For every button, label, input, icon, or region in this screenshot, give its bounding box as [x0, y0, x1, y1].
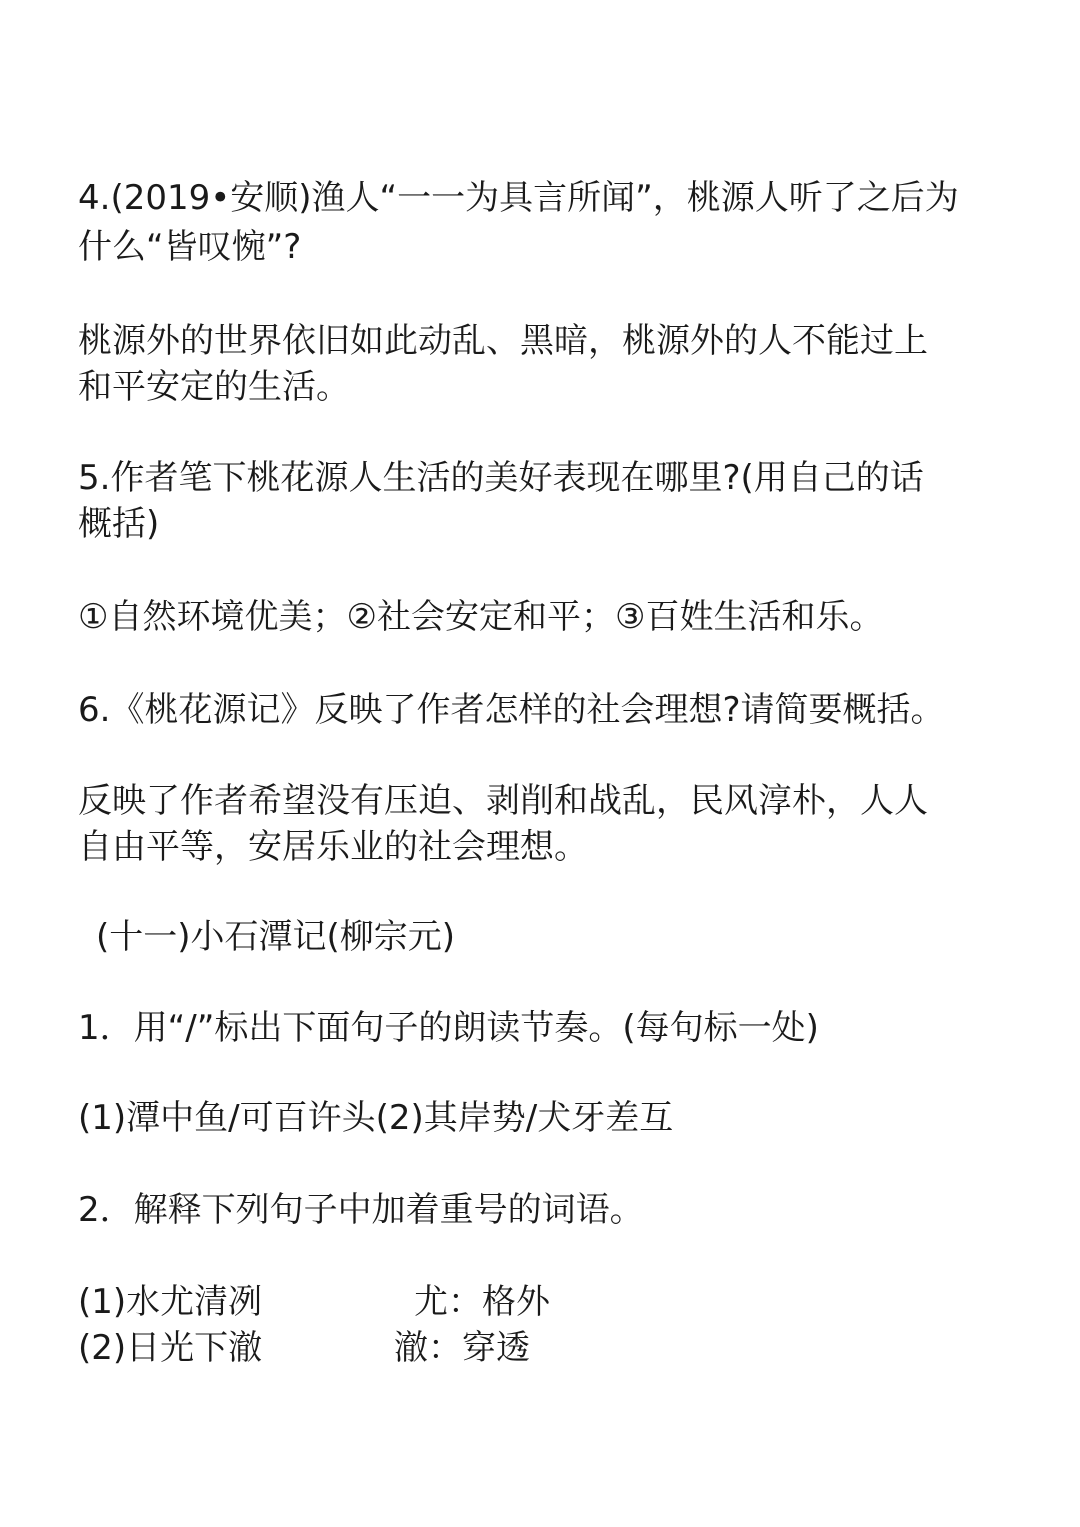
vocab-item-2-definition: 澈：穿透 [394, 1328, 530, 1368]
section-title: (十一)小石潭记(柳宗元) [96, 917, 456, 957]
answer-6-line-1: 反映了作者希望没有压迫、剥削和战乱，民风淳朴，人人 [78, 781, 928, 821]
section-answer-1: (1)潭中鱼/可百许头(2)其岸势/犬牙差互 [78, 1098, 674, 1138]
section-question-1: 1．用“/”标出下面句子的朗读节奏。(每句标一处) [78, 1008, 819, 1048]
question-5-line-1: 5.作者笔下桃花源人生活的美好表现在哪里?(用自己的话 [78, 458, 924, 498]
question-4-line-1: 4.(2019•安顺)渔人“一一为具言所闻”，桃源人听了之后为 [78, 178, 959, 218]
section-question-2: 2．解释下列句子中加着重号的词语。 [78, 1190, 644, 1230]
answer-4-line-2: 和平安定的生活。 [78, 367, 350, 407]
question-5-line-2: 概括) [78, 504, 160, 544]
question-4-line-2: 什么“皆叹惋”? [78, 227, 302, 267]
question-6: 6.《桃花源记》反映了作者怎样的社会理想?请简要概括。 [78, 690, 945, 730]
answer-4-line-1: 桃源外的世界依旧如此动乱、黑暗，桃源外的人不能过上 [78, 321, 928, 361]
vocab-item-1-definition: 尤：格外 [414, 1282, 550, 1322]
answer-5: ①自然环境优美；②社会安定和平；③百姓生活和乐。 [78, 597, 884, 637]
vocab-item-2-phrase: (2)日光下澈 [78, 1328, 263, 1368]
answer-6-line-2: 自由平等，安居乐业的社会理想。 [78, 827, 588, 867]
vocab-item-1-phrase: (1)水尤清冽 [78, 1282, 263, 1322]
